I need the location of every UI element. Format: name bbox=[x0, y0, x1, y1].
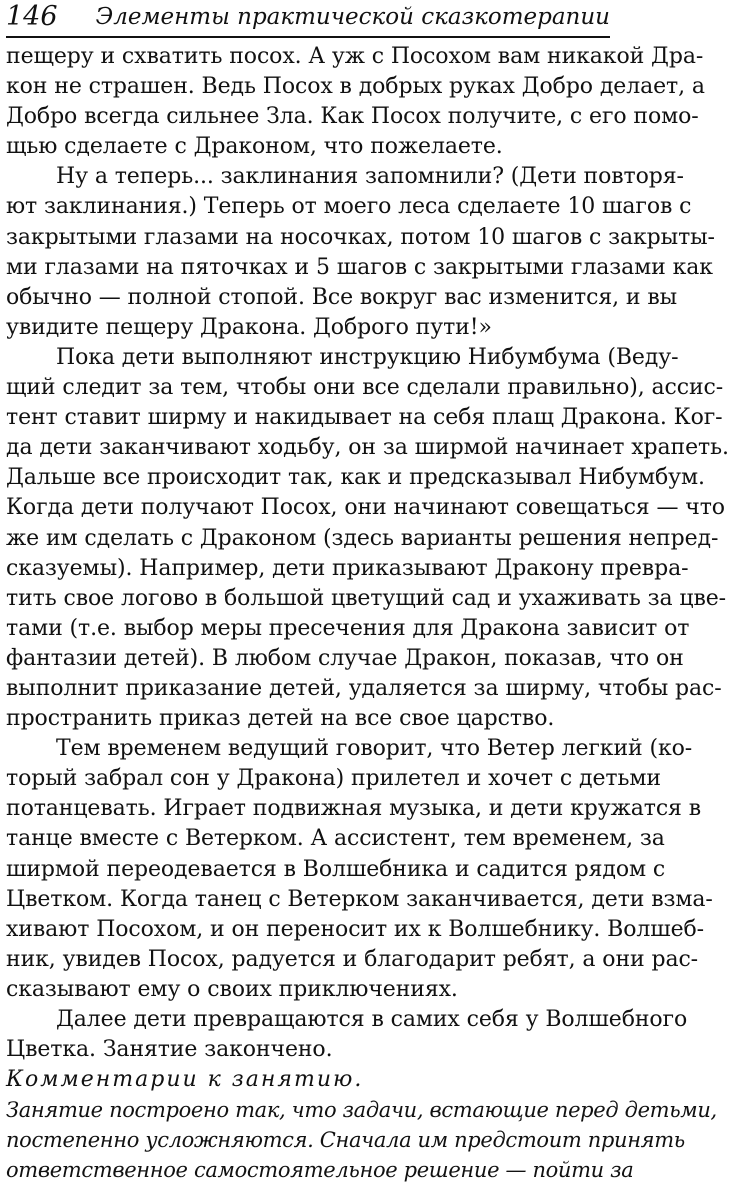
text-line: хивают Посохом, и он переносит их к Волшебнику. Волшеб- bbox=[6, 916, 704, 942]
text-line: ми глазами на пяточках и 5 шагов с закрытыми глазами как bbox=[6, 254, 713, 280]
text-line: Когда дети получают Посох, они начинают совещаться — что bbox=[6, 495, 725, 521]
text-line: Тем временем ведущий говорит, что Ветер легкий (ко- bbox=[56, 736, 693, 762]
text-line: пещеру и схватить посох. А уж с Посохом вам никакой Дра- bbox=[6, 44, 704, 69]
text-line: сказывают ему о своих приключениях. bbox=[6, 976, 458, 1002]
text-line: выполнит приказание детей, удаляется за ширму, чтобы рас- bbox=[6, 675, 722, 701]
text-line: щий следит за тем, чтобы они все сделали правильно), ассис- bbox=[6, 375, 724, 401]
text-line: же им сделать с Драконом (здесь варианты решения непред- bbox=[6, 525, 719, 551]
text-line: тами (т.е. выбор меры пресечения для Дракона зависит от bbox=[6, 615, 690, 641]
page-header bbox=[6, 0, 610, 38]
text-line: щью сделаете с Драконом, что пожелаете. bbox=[6, 134, 503, 160]
text-line: Далее дети превращаются в самих себя у Волшебного bbox=[56, 1007, 688, 1032]
text-line: фантазии детей). В любом случае Дракон, показав, что он bbox=[6, 645, 684, 671]
text-line: сказуемы). Например, дети приказывают Дракону превра- bbox=[6, 555, 689, 581]
text-line: обычно — полной стопой. Все вокруг вас изменится, и вы bbox=[6, 284, 678, 310]
text-line: тить свое логово в большой цветущий сад и ухаживать за цве- bbox=[6, 585, 727, 611]
comment-line: Занятие построено так, что задачи, встающие перед детьми, bbox=[6, 1098, 717, 1123]
main-text bbox=[6, 42, 729, 1186]
text-line: кон не страшен. Ведь Посох в добрых руках Добро делает, а bbox=[6, 74, 705, 100]
text-line: торый забрал сон у Дракона) прилетел и хочет с детьми bbox=[6, 766, 661, 792]
page-number: 146 bbox=[6, 1, 58, 32]
text-line: танце вместе с Ветерком. А ассистент, тем временем, за bbox=[6, 826, 665, 852]
text-line: увидите пещеру Дракона. Доброго пути!» bbox=[6, 314, 492, 340]
text-line: Пока дети выполняют инструкцию Нибумбума (Веду- bbox=[56, 344, 679, 370]
text-line: Добро всегда сильнее Зла. Как Посох получите, с его помо- bbox=[6, 104, 699, 130]
text-line: Цветком. Когда танец с Ветерком заканчивается, дети взма- bbox=[6, 886, 713, 912]
text-line: Дальше все происходит так, как и предсказывал Нибумбум. bbox=[6, 465, 705, 491]
text-line: пространить приказ детей на все свое царство. bbox=[6, 706, 555, 732]
text-line: тент ставит ширму и накидывает на себя плащ Дракона. Ког- bbox=[6, 405, 723, 431]
text-line: да дети заканчивают ходьбу, он за ширмой начинает храпеть. bbox=[6, 435, 729, 461]
text-line: ширмой переодевается в Волшебника и садится рядом с bbox=[6, 856, 666, 882]
text-line: потанцевать. Играет подвижная музыка, и дети кружатся в bbox=[6, 796, 701, 822]
text-line: ник, увидев Посох, радуется и благодарит ребят, а они рас- bbox=[6, 946, 699, 972]
comment-line: постепенно усложняются. Сначала им предстоит принять bbox=[6, 1128, 685, 1153]
running-title: Элементы практической сказкотерапии bbox=[95, 4, 610, 30]
text-line: ют заклинания.) Теперь от моего леса сделаете 10 шагов с bbox=[6, 194, 692, 220]
text-line: Ну а теперь... заклинания запомнили? (Дети повторя- bbox=[56, 164, 684, 190]
text-line: Цветка. Занятие закончено. bbox=[6, 1037, 333, 1063]
comment-heading: Комментарии к занятию. bbox=[6, 1067, 364, 1093]
comment-line: ответственное самостоятельное решение — пойти за bbox=[6, 1158, 634, 1183]
text-line: закрытыми глазами на носочках, потом 10 шагов с закрыты- bbox=[6, 224, 715, 250]
